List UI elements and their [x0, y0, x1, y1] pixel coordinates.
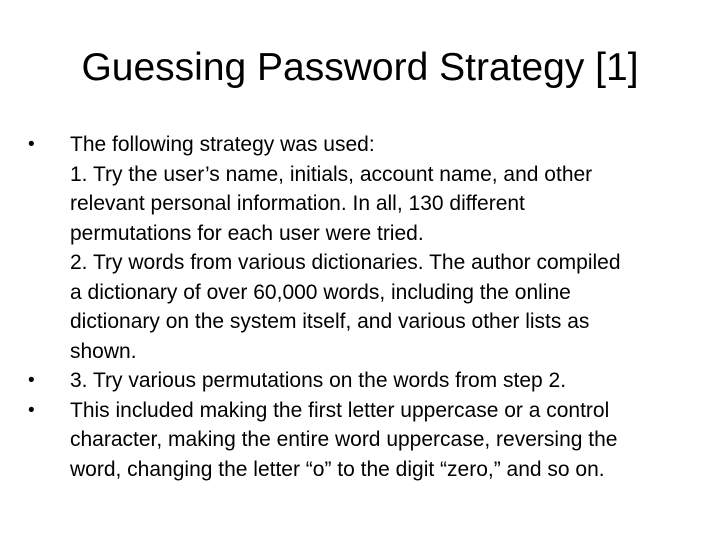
sub-step-text: 1. Try the user’s name, initials, account name, and other: [70, 162, 593, 186]
bullet-icon: •: [28, 134, 35, 155]
sub-step-text: permutations for each user were tried.: [70, 221, 424, 245]
bullet-text: word, changing the letter “o” to the digit “zero,” and so on.: [70, 457, 605, 481]
sub-step-text: a dictionary of over 60,000 words, including the online: [70, 280, 571, 304]
sub-step-text: 2. Try words from various dictionaries. The author compiled: [70, 251, 621, 274]
sub-step-text: shown.: [70, 339, 137, 363]
bullet-item: [28, 130, 700, 366]
bullet-text: This included making the first letter uppercase or a control: [70, 398, 610, 422]
sub-step: [70, 248, 700, 366]
sub-step-text: relevant personal information. In all, 130 different: [70, 192, 525, 215]
bullet-text: character, making the entire word uppercase, reversing the: [70, 428, 618, 451]
slide-title: Guessing Password Strategy [1]: [81, 46, 639, 89]
bullet-text: 3. Try various permutations on the words from step 2.: [70, 369, 567, 392]
slide-content: [28, 130, 700, 484]
bullet-item: [28, 366, 700, 396]
bullet-item: [28, 396, 700, 485]
bullet-icon: •: [28, 399, 35, 421]
bullet-text: The following strategy was used:: [70, 133, 375, 156]
bullet-icon: •: [28, 370, 35, 391]
sub-step: [70, 160, 700, 249]
sub-step-text: dictionary on the system itself, and various other lists as: [70, 310, 590, 333]
